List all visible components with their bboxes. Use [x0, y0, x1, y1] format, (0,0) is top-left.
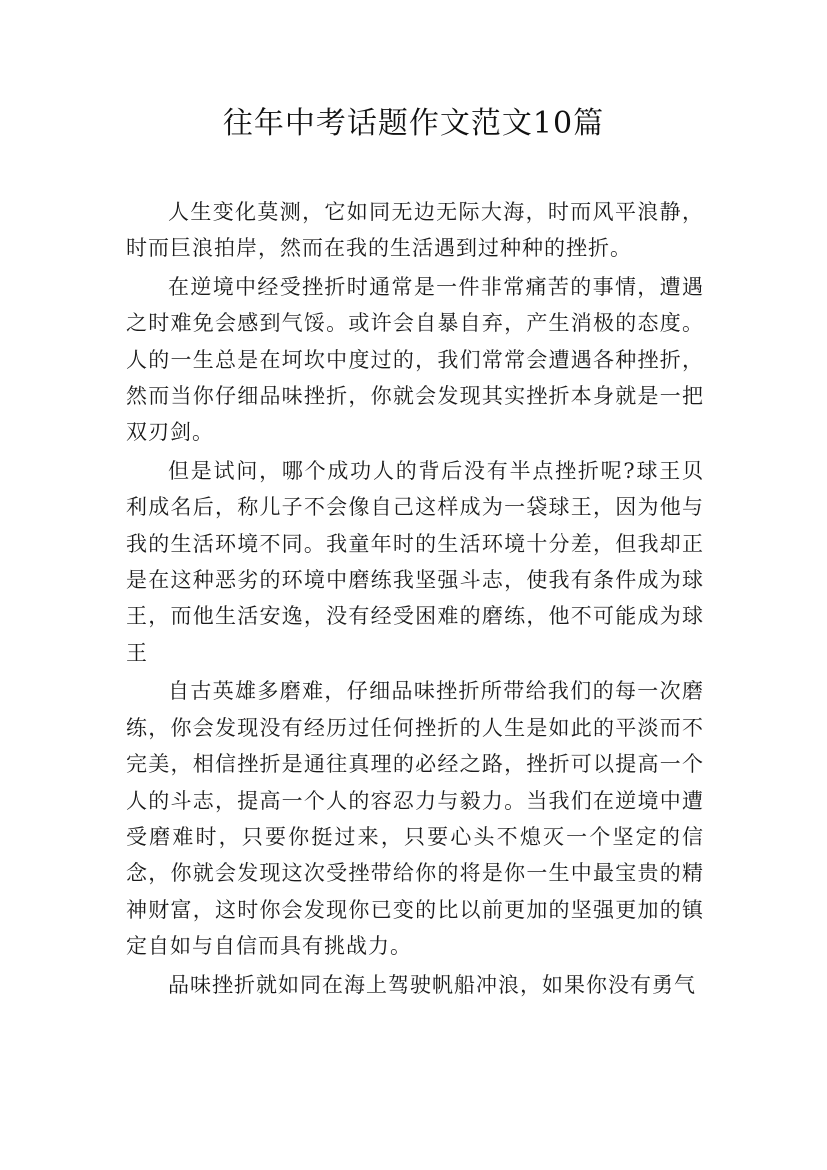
document-title: 往年中考话题作文范文10篇	[222, 106, 605, 141]
paragraph-3: 但是试问，哪个成功人的背后没有半点挫折呢?球王贝利成名后，称儿子不会像自己这样成为一袋球王，因为他与我的生活环境不同。我童年时的生活环境十分差，但我却正是在这种恶劣的环境中磨练我坚强斗志，使我有条件成为球王，而他生活安逸，没有经受困难的磨练，他不可能成为球王	[126, 458, 704, 665]
paragraph-1: 人生变化莫测，它如同无边无际大海，时而风平浪静，时而巨浪拍岸，然而在我的生活遇到过种种的挫折。	[126, 200, 704, 261]
paragraph-5: 品味挫折就如同在海上驾驶帆船冲浪，如果你没有勇气	[168, 972, 696, 997]
paragraph-4: 自古英雄多磨难，仔细品味挫折所带给我们的每一次磨练，你会发现没有经历过任何挫折的人生是如此的平淡而不完美，相信挫折是通往真理的必经之路，挫折可以提高一个人的斗志，提高一个人的容忍力与毅力。当我们在逆境中遭受磨难时，只要你挺过来，只要心头不熄灭一个坚定的信念，你就会发现这次受挫带给你的将是你一生中最宝贵的精神财富，这时你会发现你已变的比以前更加的坚强更加的镇定自如与自信而具有挑战力。	[126, 679, 704, 959]
paragraph-2: 在逆境中经受挫折时通常是一件非常痛苦的事情，遭遇之时难免会感到气馁。或许会自暴自弃，产生消极的态度。人的一生总是在坷坎中度过的，我们常常会遭遇各种挫折，然而当你仔细品味挫折，你就会发现其实挫折本身就是一把双刃剑。	[126, 274, 704, 445]
document-body	[126, 194, 704, 1005]
